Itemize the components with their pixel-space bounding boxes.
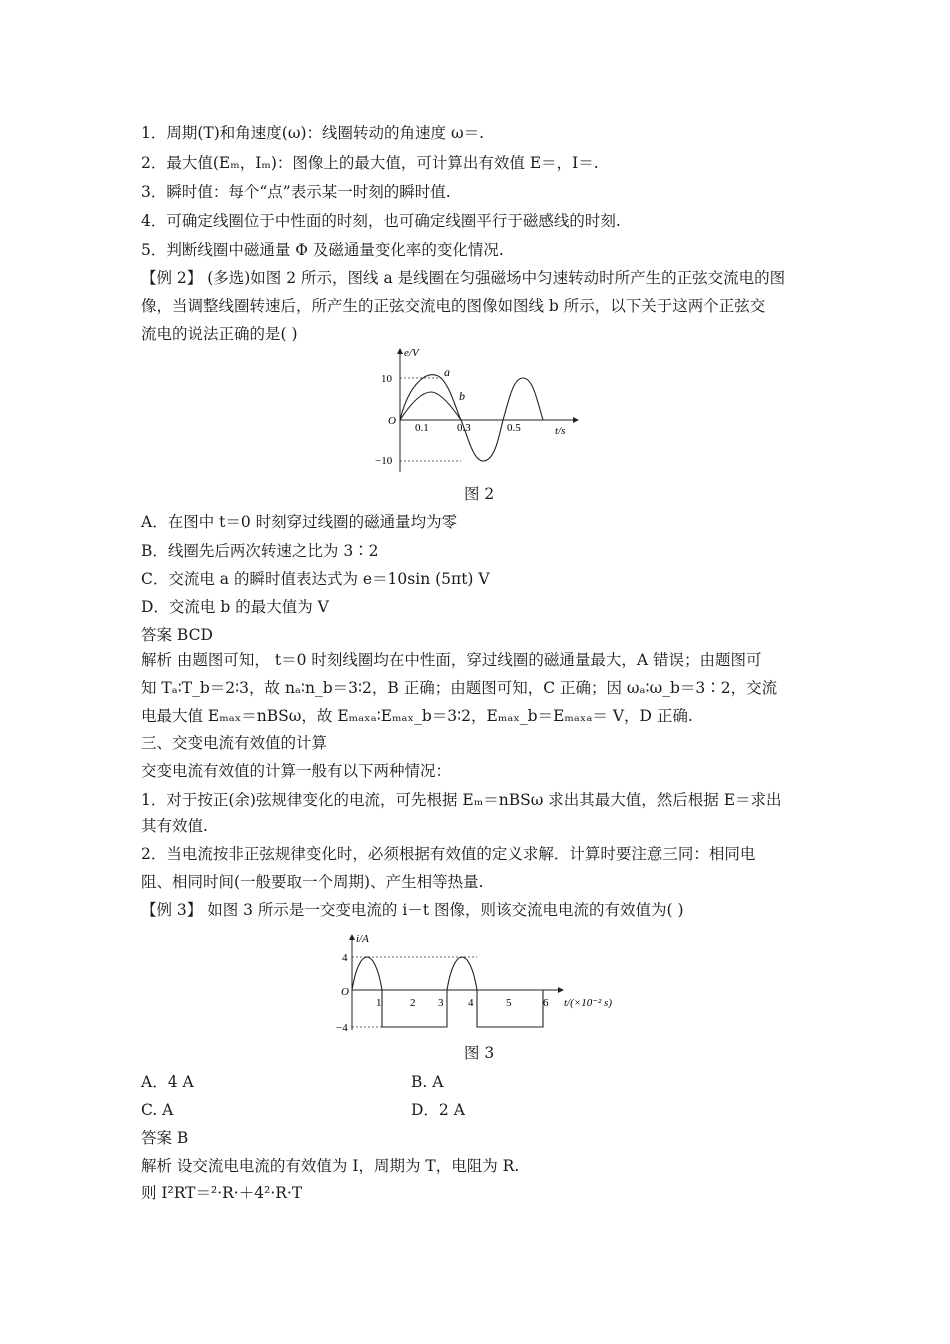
fig3-x-tick-1: 1 [376,997,382,1009]
point-5-flux: 5．判断线圈中磁通量 Φ 及磁通量变化率的变化情况. [141,241,504,259]
fig3-y-tick-4: 4 [342,952,348,964]
fig2-curve-a [400,375,543,461]
figure-2-caption: 图 2 [464,485,495,503]
example-2-option-d: D．交流电 b 的最大值为 V [141,598,329,616]
example-3-option-a: A．4 A [141,1073,194,1091]
fig3-half-wave-2 [447,957,477,990]
example-3-answer: 答案 B [141,1129,189,1147]
example-2-option-b: B．线圈先后两次转速之比为 3∶2 [141,542,379,560]
example-3-option-b: B. A [411,1073,444,1091]
fig3-origin-label: O [341,986,349,998]
fig2-y-axis-label: e/V [404,347,419,359]
fig3-y-arrow [349,934,355,940]
fig3-x-tick-3: 3 [438,997,444,1009]
point-2-max-value: 2．最大值(Eₘ，Iₘ)：图像上的最大值，可计算出有效值 E＝，I＝. [141,154,599,172]
example-3-stem: 【例 3】 如图 3 所示是一交变电流的 i－t 图像，则该交流电电流的有效值为( ) [141,901,684,919]
figure-3-caption: 图 3 [464,1044,495,1062]
example-2-stem-line-2: 像，当调整线圈转速后，所产生的正弦交流电的图像如图线 b 所示，以下关于这两个正弦交 [141,297,766,315]
fig2-curve-a-label: a [444,365,450,379]
example-2-stem-line-3: 流电的说法正确的是( ) [141,325,298,343]
section-3-case-1-line-2: 其有效值. [141,817,208,835]
figure-2-sine-graph [355,340,585,480]
fig2-curve-b-label: b [459,389,465,403]
example-2-option-a: A．在图中 t＝0 时刻穿过线圈的磁通量均为零 [141,513,458,531]
fig2-y-tick-10: 10 [381,373,392,385]
fig2-x-tick-0.3: 0.3 [457,422,471,434]
section-3-case-2-line-1: 2．当电流按非正弦规律变化时，必须根据有效值的定义求解．计算时要注意三同：相同电 [141,845,756,863]
example-3-option-d: D．2 A [411,1101,465,1119]
fig2-y-arrow [397,348,403,354]
fig2-x-arrow [573,417,579,423]
example-2-analysis-line-2: 知 Tₐ∶T_b＝2∶3，故 nₐ∶n_b＝3∶2，B 正确；由题图可知，C 正确；因 ωₐ∶ω_b＝3∶2，交流 [141,679,778,697]
example-2-analysis-line-3: 电最大值 Eₘₐₓ＝nBSω，故 Eₘₐₓₐ∶Eₘₐₓ_b＝3∶2，Eₘₐₓ_b＝Eₘₐₓₐ＝ V，D 正确. [141,707,693,725]
fig3-x-arrow [558,987,564,993]
figure-3-current-graph [330,926,630,1034]
point-1-period: 1．周期(T)和角速度(ω)：线圈转动的角速度 ω＝. [141,124,485,142]
fig3-x-tick-5: 5 [506,997,512,1009]
example-3-analysis-line-1: 解析 设交流电电流的有效值为 I，周期为 T，电阻为 R. [141,1157,520,1175]
fig3-x-tick-2: 2 [410,997,416,1009]
example-3-analysis-line-2: 则 I²RT＝²·R·＋4²·R·T [141,1184,303,1202]
example-2-analysis-line-1: 解析 由题图可知， t＝0 时刻线圈均在中性面，穿过线圈的磁通量最大，A 错误；由题图可 [141,651,762,669]
fig3-x-tick-4: 4 [468,997,474,1009]
fig2-origin-label: O [388,415,396,427]
fig2-y-tick-neg10: −10 [375,455,393,467]
example-2-answer: 答案 BCD [141,626,213,644]
section-3-case-2-line-2: 阻、相同时间(一般要取一个周期)、产生相等热量. [141,873,484,891]
fig3-x-tick-6: 6 [543,997,549,1009]
fig2-x-axis-label: t/s [555,425,566,437]
example-2-option-c: C．交流电 a 的瞬时值表达式为 e＝10sin (5πt) V [141,570,490,588]
point-4-neutral-plane: 4．可确定线圈位于中性面的时刻，也可确定线圈平行于磁感线的时刻. [141,212,621,230]
fig2-x-tick-0.5: 0.5 [507,422,521,434]
example-2-stem-line-1: 【例 2】 (多选)如图 2 所示，图线 a 是线圈在匀强磁场中匀速转动时所产生的正弦交流电的图 [141,269,786,287]
fig3-y-axis-label: i/A [356,933,369,945]
section-3-heading: 三、交变电流有效值的计算 [141,734,328,752]
fig3-y-tick-neg4: −4 [336,1022,348,1034]
fig3-half-wave-1 [352,957,382,990]
fig3-x-axis-label: t/(×10⁻² s) [564,997,612,1009]
section-3-case-1-line-1: 1．对于按正(余)弦规律变化的电流，可先根据 Eₘ＝nBSω 求出其最大值，然后根据 E＝求出 [141,791,782,809]
point-3-instantaneous: 3．瞬时值：每个“点”表示某一时刻的瞬时值. [141,183,451,201]
fig2-x-tick-0.1: 0.1 [415,422,429,434]
example-3-option-c: C. A [141,1101,174,1119]
section-3-intro: 交变电流有效值的计算一般有以下两种情况： [141,762,452,780]
